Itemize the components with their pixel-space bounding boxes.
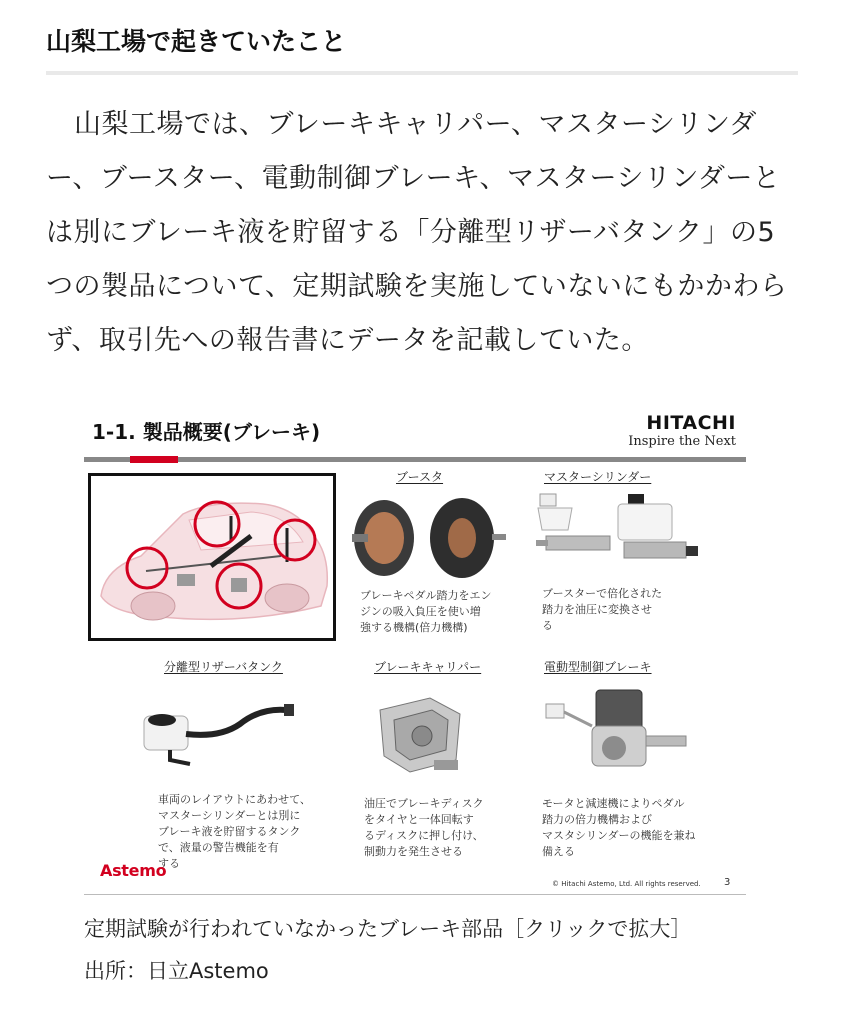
product-title-electric-brake: 電動型制御ブレーキ xyxy=(544,660,652,674)
figure-slide-image[interactable] xyxy=(84,402,750,898)
product-desc-reservoir-tank: 車両のレイアウトにあわせて、 マスターシリンダーとは別に ブレーキ液を貯留するタンク で、液量の警告機能を有 する xyxy=(158,793,311,870)
reservoir-tank-icon xyxy=(140,694,310,784)
slide-page-number: 3 xyxy=(724,877,731,888)
astemo-logo: Astemo xyxy=(100,861,167,880)
slide-header-bar xyxy=(84,457,746,462)
product-title-brake-caliper: ブレーキキャリパー xyxy=(374,660,482,674)
hitachi-logo xyxy=(628,412,736,450)
brand-tagline: Inspire the Next xyxy=(628,434,736,449)
slide-copyright: © Hitachi Astemo, Ltd. All rights reserved. xyxy=(552,880,701,888)
heading-divider xyxy=(46,71,798,75)
electric-brake-icon xyxy=(542,686,692,786)
product-title-booster: ブースタ xyxy=(396,470,444,484)
product-desc-electric-brake: モータと減速機によりペダル 踏力の倍力機構および マスタシリンダーの機能を兼ね 備える xyxy=(542,797,696,858)
car-illustration-icon xyxy=(91,476,333,638)
figure-caption-link[interactable]: 定期試験が行われていなかったブレーキ部品［クリックで拡大］ xyxy=(84,917,692,941)
figure-source: 出所：日立Astemo xyxy=(84,959,269,983)
car-diagram xyxy=(88,473,336,641)
slide-title: 1-1. 製品概要(ブレーキ) xyxy=(92,420,321,444)
product-desc-booster: ブレーキペダル踏力をエン ジンの吸入負圧を使い増 強する機構(倍力機構) xyxy=(360,589,492,634)
article-heading: 山梨工場で起きていたこと xyxy=(46,27,347,56)
product-title-reservoir-tank: 分離型リザーバタンク xyxy=(164,660,283,674)
product-desc-master-cylinder: ブースターで倍化された 踏力を油圧に変換させ る xyxy=(542,587,663,632)
booster-icon xyxy=(346,492,506,584)
product-desc-brake-caliper: 油圧でブレーキディスク をタイヤと一体回転す るディスクに押し付け、 制動力を発生させる xyxy=(364,797,484,858)
master-cylinder-icon xyxy=(532,490,702,580)
brand-name: HITACHI xyxy=(646,412,736,434)
product-title-master-cylinder: マスターシリンダー xyxy=(544,470,652,484)
article-paragraph: 山梨工場では、ブレーキキャリパー、マスターシリンダー、ブースター、電動制御ブレーキ、マスターシリンダーとは別にブレーキ液を貯留する「分離型リザーバタンク」の5つの製品について、定期試験を実施していないにもかかわらず、取引先への報告書にデータを記載していた。 xyxy=(46,109,788,356)
brake-caliper-icon xyxy=(370,690,470,780)
slide-header-accent xyxy=(130,456,178,463)
slide-footer-divider xyxy=(84,894,746,895)
